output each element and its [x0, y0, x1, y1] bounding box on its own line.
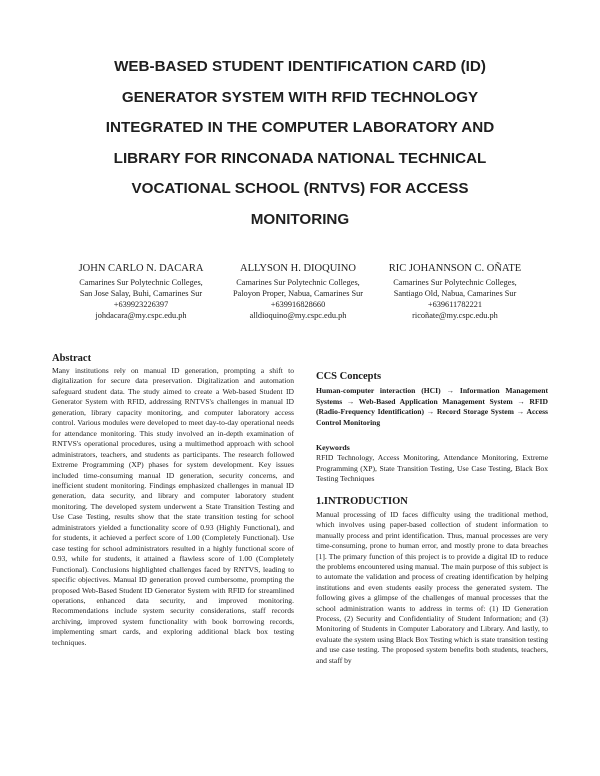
author-name: ALLYSON H. DIOQUINO [240, 263, 356, 274]
author-email: alldioquino@my.cspc.edu.ph [249, 311, 347, 320]
title-line: INTEGRATED IN THE COMPUTER LABORATORY AND [105, 119, 495, 136]
abstract-heading: Abstract [52, 353, 92, 364]
title-line: MONITORING [250, 210, 350, 228]
author-phone: +639916828660 [270, 300, 326, 309]
author-affiliation: Camarines Sur Polytechnic Colleges, [236, 278, 360, 287]
paper-title [60, 52, 540, 235]
title-line: LIBRARY FOR RINCONADA NATIONAL TECHNICAL [113, 149, 487, 167]
keywords-heading: Keywords [316, 442, 350, 452]
introduction-text: Manual processing of ID faces difficulty using the traditional method, which involves using paper-based collection of student information to manually process and print identification. Thus, manual processes are very time-consuming, prone to human error, and mostly prone to data breaches [1]. The primary function of this project is to provide a digital ID to reduce the problems encountered using manual. The main purpose of this subject is to automate the validation and process of creating identification by helping institutions and even students easily process the generated system. The following gives a glimpse of the challenges of manual processes that the school administration wants to address in terms of: (1) ID Generation Process, (2) Security and Confidentiality of Student Information; and (3) Monitoring of Students in Computer Laboratory and Library. And lastly, to evaluate the system using Black Box Testing which is state transition testing and use case testing. The proposed system benefits both students, teachers, and staff by [316, 509, 548, 665]
title-line: GENERATOR SYSTEM WITH RFID TECHNOLOGY [121, 88, 479, 106]
author-name: RIC JOHANNSON C. OÑATE [388, 263, 522, 274]
author-email: ricoñate@my.cspc.edu.ph [412, 311, 498, 320]
right-column [316, 370, 548, 666]
author-address: Santiago Old, Nabua, Camarines Sur [393, 289, 517, 298]
introduction-heading: 1.INTRODUCTION [316, 495, 408, 507]
author-email: johdacara@my.cspc.edu.ph [95, 311, 187, 320]
abstract-text: Many institutions rely on manual ID generation, prompting a shift to digitalization for secure data preservation. Digitalization and automation safeguard student data. The study aimed to create a Web-based Student ID Generator System with RFID, addressing RNTVS's challenges in manual ID generation, library capacity monitoring, and computer laboratory access control. Various modules were developed to meet day-to-day operational needs for attendance monitoring. This study involved an in-depth examination of RNTVS's operational procedures, using a multimethod approach with school administrators, teachers, and students as participants. The research followed Extreme Programming (XP) phases for system development. Key issues included time-consuming manual ID generation, security concerns, and inefficient student monitoring. Findings emphasized challenges in manual ID generation, data security, and library and computer laboratory student monitoring. The developed system underwent a State Transition Testing and Use Case Testing, results show that the state transition testing for school administrators yielded a functionality score of 0.93 (Highly Functional), and for students, it achieved a perfect score of 1.00 (Completely Functional). Use case testing for school administrators resulted in a highly functional score of 0.93, while for students, it attained a flawless score of 1.00 (Completely Functional). Conclusions highlighted challenges faced by RNTVS, leading to specific objectives. Manual ID generation proved cumbersome, prompting the proposed Web-Based Student ID Generator System with RFID for streamlined operations, enhanced data security, and improved monitoring. Recommendations include system security considerations, staff records archiving, improved system functionality with book borrowing records, implementing smart cards, and exploring additional black box testing techniques. [52, 366, 294, 647]
author-affiliation: Camarines Sur Polytechnic Colleges, [393, 278, 517, 287]
author-name: JOHN CARLO N. DACARA [78, 263, 204, 274]
title-line: WEB-BASED STUDENT IDENTIFICATION CARD (ID) [114, 58, 486, 75]
author-address: Paloyon Proper, Nabua, Camarines Sur [232, 289, 364, 298]
ccs-heading: CCS Concepts [316, 371, 382, 382]
author-phone: +639923226397 [113, 300, 169, 309]
author-affiliation: Camarines Sur Polytechnic Colleges, [79, 278, 203, 287]
author-block-2 [213, 262, 383, 321]
ccs-text: Human-computer interaction (HCI) → Information Management Systems → Web-Based Application Management System → RFID (Radio-Frequency Identification) → Record Storage System → Access Control Monitoring [316, 386, 548, 428]
author-phone: +639611782221 [427, 300, 483, 309]
author-address: San Jose Salay, Buhi, Camarines Sur [79, 289, 203, 298]
title-line: VOCATIONAL SCHOOL (RNTVS) FOR ACCESS [131, 180, 469, 197]
abstract-section [52, 352, 294, 648]
author-block-1 [56, 262, 226, 321]
keywords-text: RFID Technology, Access Monitoring, Attendance Monitoring, Extreme Programming (XP), State Transition Testing, Use Case Testing, Black Box Testing Techniques [316, 452, 548, 484]
author-block-3 [370, 262, 540, 321]
